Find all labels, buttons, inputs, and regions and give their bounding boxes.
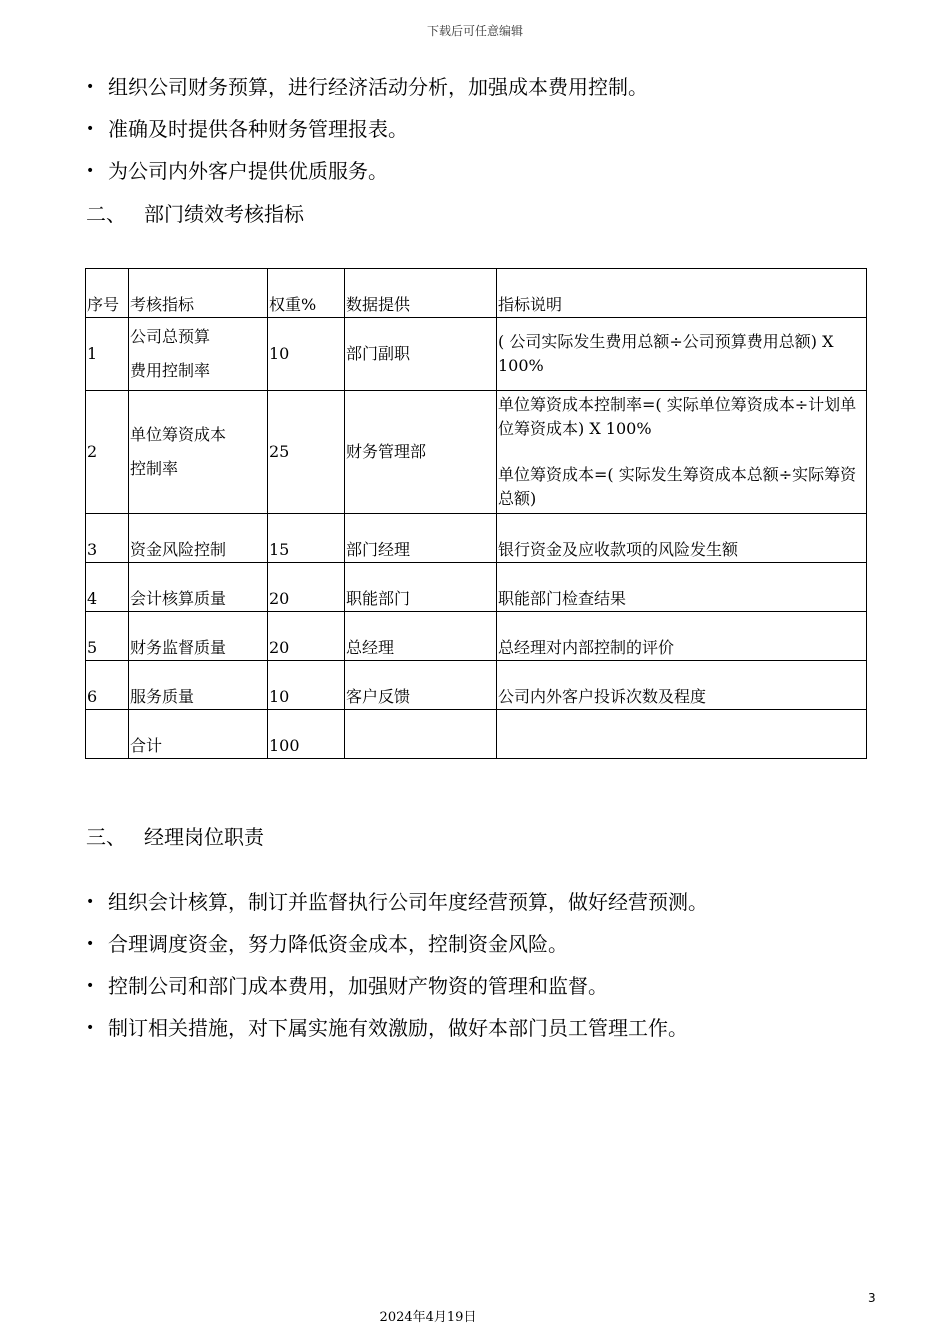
page-number: 3 [868,1291,876,1305]
weight-value: 100 [268,710,345,759]
column-header: 权重% [268,269,345,318]
weight-value: 25 [268,391,345,514]
indicator-name: 公司总预算 费用控制率 [129,318,268,391]
weight-value: 15 [268,514,345,563]
list-item [84,150,648,192]
data-provider: 财务管理部 [345,391,497,514]
bullet-icon: • [86,79,95,95]
list-item [84,923,708,965]
duty-list-bottom [84,881,708,1049]
weight-value: 10 [268,661,345,710]
row-number: 3 [86,514,129,563]
data-provider [345,710,497,759]
section-number: 三、 [86,825,126,849]
indicator-name: 合计 [129,710,268,759]
indicator-name: 会计核算质量 [129,563,268,612]
list-item-text: 组织会计核算，制订并监督执行公司年度经营预算，做好经营预测。 [108,890,708,914]
kpi-table [85,268,867,759]
list-item [84,881,708,923]
table-row [86,391,867,514]
list-item-text: 准确及时提供各种财务管理报表。 [108,117,408,141]
list-item [84,66,648,108]
row-number: 4 [86,563,129,612]
data-provider: 部门经理 [345,514,497,563]
column-header: 考核指标 [129,269,268,318]
data-provider: 职能部门 [345,563,497,612]
row-number: 6 [86,661,129,710]
column-header: 指标说明 [497,269,867,318]
section-heading-kpi [86,199,304,229]
list-item-text: 控制公司和部门成本费用，加强财产物资的管理和监督。 [108,974,608,998]
row-number: 2 [86,391,129,514]
data-provider: 部门副职 [345,318,497,391]
section-heading-manager-duties [86,822,264,852]
indicator-name: 单位筹资成本 控制率 [129,391,268,514]
list-item [84,108,648,150]
indicator-description: ( 公司实际发生费用总额÷公司预算费用总额) X 100% [497,318,867,391]
data-provider: 总经理 [345,612,497,661]
weight-value: 20 [268,612,345,661]
indicator-name: 财务监督质量 [129,612,268,661]
bullet-icon: • [86,121,95,137]
indicator-description: 总经理对内部控制的评价 [497,612,867,661]
section-title: 经理岗位职责 [144,825,264,849]
list-item-text: 制订相关措施，对下属实施有效激励，做好本部门员工管理工作。 [108,1016,688,1040]
indicator-name: 资金风险控制 [129,514,268,563]
table-row [86,661,867,710]
row-number: 1 [86,318,129,391]
table-header-row [86,269,867,318]
table-row [86,514,867,563]
bullet-icon: • [86,936,95,952]
indicator-description: 单位筹资成本控制率=( 实际单位筹资成本÷计划单位筹资成本) X 100% 单位筹资成本=( 实际发生筹资成本总额÷实际筹资总额) [497,391,867,514]
weight-value: 10 [268,318,345,391]
column-header: 数据提供 [345,269,497,318]
list-item-text: 合理调度资金，努力降低资金成本，控制资金风险。 [108,932,568,956]
weight-value: 20 [268,563,345,612]
list-item-text: 为公司内外客户提供优质服务。 [108,159,388,183]
list-item-text: 组织公司财务预算，进行经济活动分析，加强成本费用控制。 [108,75,648,99]
page-header: 下载后可任意编辑 [426,24,523,38]
column-header: 序号 [86,269,129,318]
indicator-description: 银行资金及应收款项的风险发生额 [497,514,867,563]
indicator-description: 公司内外客户投诉次数及程度 [497,661,867,710]
section-title: 部门绩效考核指标 [144,202,304,226]
indicator-description [497,710,867,759]
row-number [86,710,129,759]
row-number: 5 [86,612,129,661]
table-total-row [86,710,867,759]
indicator-description: 职能部门检查结果 [497,563,867,612]
table-row [86,563,867,612]
data-provider: 客户反馈 [345,661,497,710]
table-row [86,612,867,661]
indicator-name: 服务质量 [129,661,268,710]
section-number: 二、 [86,202,126,226]
list-item [84,1007,708,1049]
bullet-icon: • [86,978,95,994]
list-item [84,965,708,1007]
table-row [86,318,867,391]
bullet-icon: • [86,163,95,179]
duty-list-top [84,66,648,192]
bullet-icon: • [86,1020,95,1036]
bullet-icon: • [86,894,95,910]
footer-date: 2024年4月19日 [379,1310,477,1325]
